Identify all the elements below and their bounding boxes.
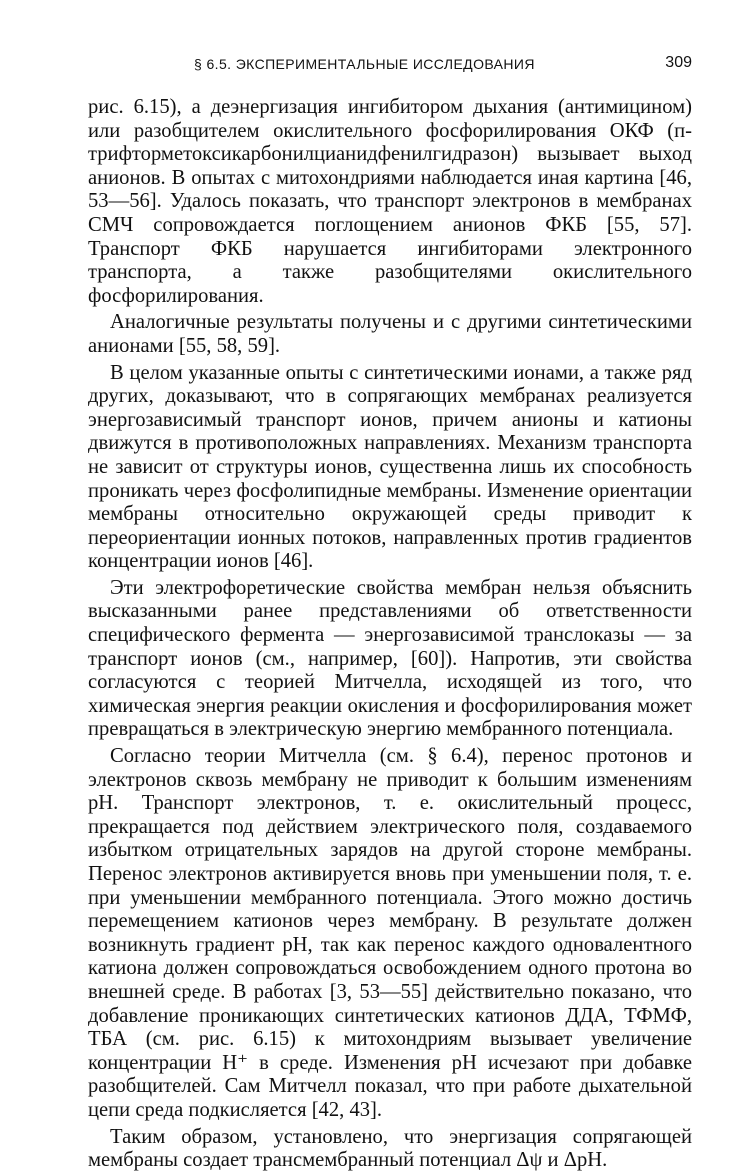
body-text bbox=[88, 96, 692, 1173]
page-header bbox=[88, 52, 692, 80]
paragraph-mitchell-theory: Согласно теории Митчелла (см. § 6.4), перенос протонов и электронов сквозь мембрану не приводит к большим изменениям pH. Транспорт электронов, т. е. окислительный процесс, прекращается под действием электрического поля, создаваемого избытком отрицательных зарядов на другой стороне мембраны. Перенос электронов активируется вновь при уменьшении поля, т. е. при уменьшении мембранного потенциала. Этого можно достичь перемещением катионов через мембрану. В результате должен возникнуть градиент pH, так как перенос каждого одновалентного катиона должен сопровождаться освобождением одного протона во внешней среде. В работах [3, 53—55] действительно показано, что добавление проникающих синтетических катионов ДДА, ТФМФ, ТБА (см. рис. 6.15) к митохондриям вызывает увеличение концентрации H⁺ в среде. Изменения pH исчезают при добавке разобщителей. Сам Митчелл показал, что при работе дыхательной цепи среда подкисляется [42, 43]. bbox=[88, 745, 692, 1121]
paragraph-conclusion: Таким образом, установлено, что энергизация сопрягающей мембраны создает трансмембранный потенциал Δψ и ΔpH. bbox=[88, 1125, 692, 1172]
paragraph-electrophoretic-properties: Эти электрофоретические свойства мембран нельзя объяснить высказанными ранее представлениями об ответственности специфического фермента — энергозависимой транслоказы — за транспорт ионов (см., например, [60]). Напротив, эти свойства согласуются с теорией Митчелла, исходящей из того, что химическая энергия реакции окисления и фосфорилирования может превращаться в электрическую энергию мембранного потенциала. bbox=[88, 576, 692, 741]
paragraph-continuation: рис. 6.15), а деэнергизация ингибитором дыхания (антимицином) или разобщителем окислительного фосфорилирования ОКФ (п-трифторметоксикарбонилцианидфенилгидразон) вызывает выход анионов. В опытах с митохондриями наблюдается иная картина [46, 53—56]. Удалось показать, что транспорт электронов в мембранах СМЧ сопровождается поглощением анионов ФКБ [55, 57]. Транспорт ФКБ нарушается ингибиторами электронного транспорта, а также разобщителями окислительного фосфорилирования. bbox=[88, 96, 692, 307]
running-head: § 6.5. ЭКСПЕРИМЕНТАЛЬНЫЕ ИССЛЕДОВАНИЯ bbox=[194, 56, 535, 72]
paragraph-ion-transport: В целом указанные опыты с синтетическими ионами, а также ряд других, доказывают, что в сопрягающих мембранах реализуется энергозависимый транспорт ионов, причем анионы и катионы движутся в противоположных направлениях. Механизм транспорта не зависит от структуры ионов, существенна лишь их способность проникать через фосфолипидные мембраны. Изменение ориентации мембраны относительно окружающей среды приводит к переориентации ионных потоков, направленных против градиентов концентрации ионов [46]. bbox=[88, 361, 692, 573]
page-number: 309 bbox=[665, 54, 692, 71]
paragraph-synthetic-anions: Аналогичные результаты получены и с другими синтетическими анионами [55, 58, 59]. bbox=[88, 311, 692, 357]
